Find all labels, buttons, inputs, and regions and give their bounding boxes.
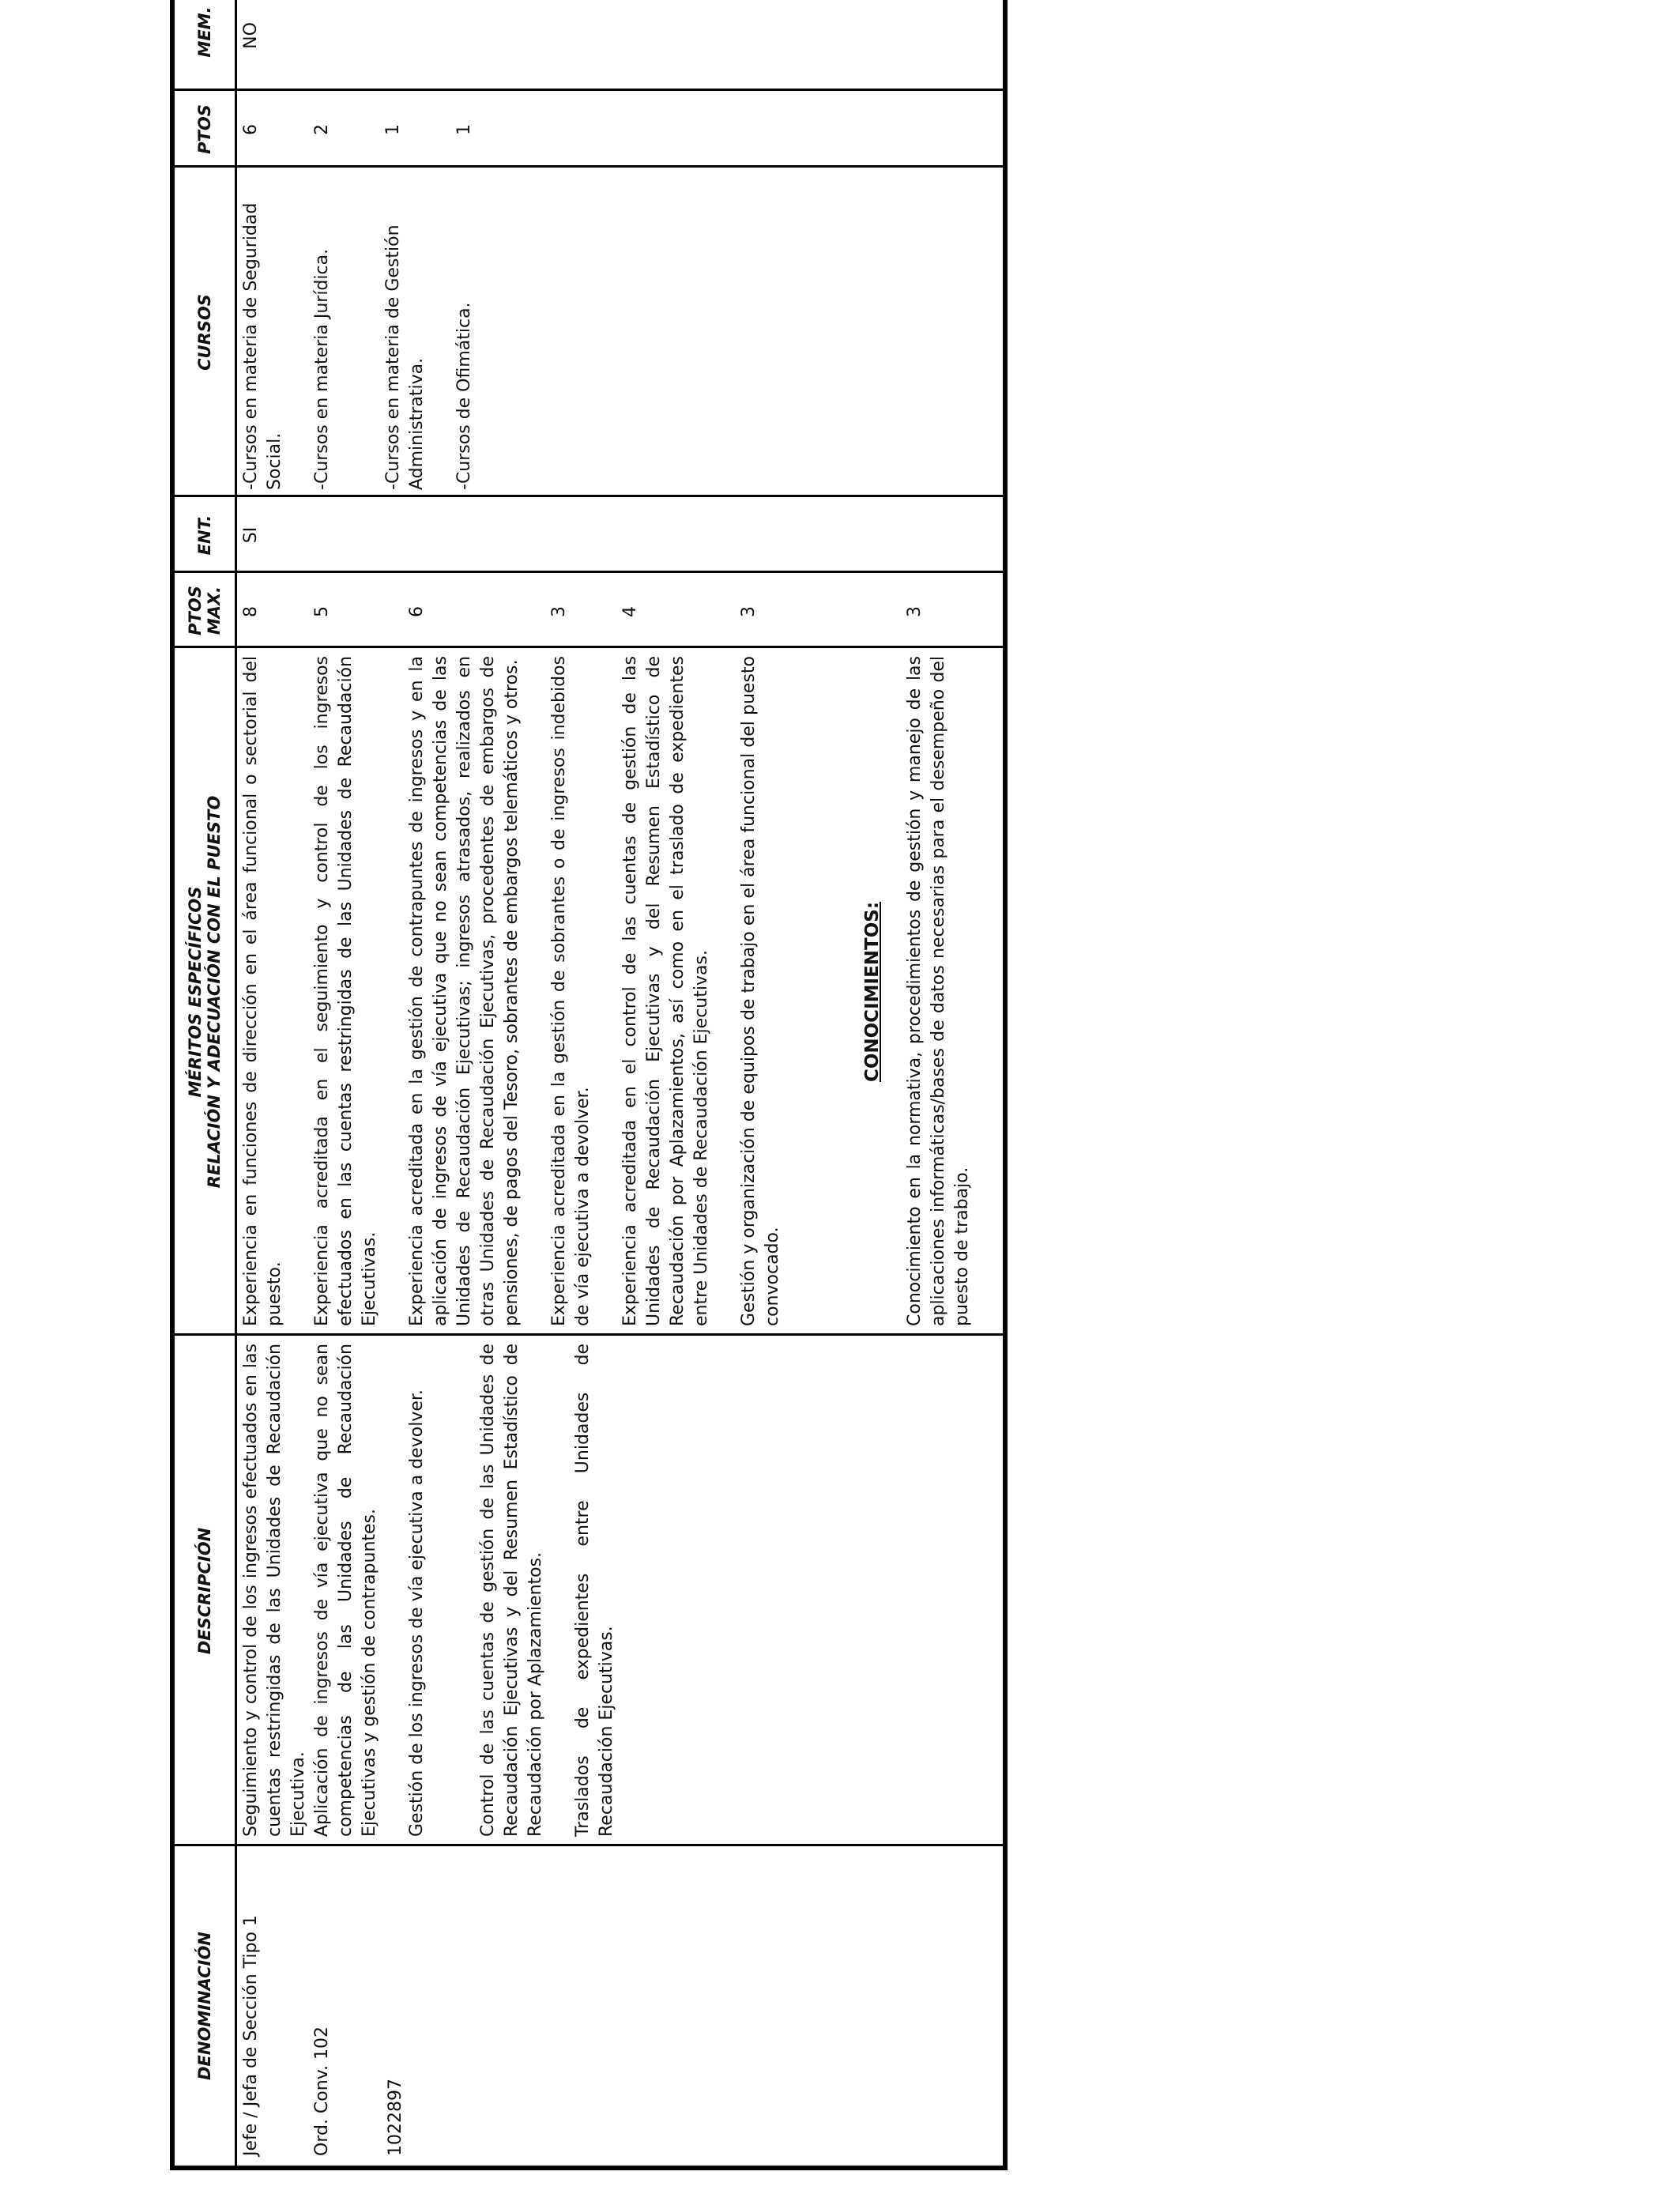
- ptos-max-value: 3: [905, 606, 925, 617]
- denominacion-title: Jefe / Jefa de Sección Tipo 1: [241, 1915, 261, 2156]
- descripcion-item: Aplicación de ingresos de vía ejecutiva que no sean competencias de las Unidades de Recaudación Ejecutivas y gestión de contrapuntes.: [312, 1344, 379, 1837]
- entrevista-value: SI: [241, 526, 261, 544]
- col-divider: [175, 571, 1003, 573]
- merito-item: Experiencia acreditada en el control de las cuentas de gestión de las Unidades de Recaudación Ejecutivas y del Resumen Estadístico de Recaudación por Aplazamientos, así como en el traslado de expedientes entre Unidades de Recaudación Ejecutivas.: [620, 656, 711, 1326]
- merito-item: Experiencia acreditada en la gestión de sobrantes o de ingresos indebidos de vía ejecutiva a devolver.: [549, 656, 593, 1326]
- descripcion-item: Seguimiento y control de los ingresos efectuados en las cuentas restringidas de las Unidades de Recaudación Ejecutiva.: [241, 1344, 308, 1837]
- curso-ptos-value: 1: [454, 124, 474, 135]
- curso-item: -Cursos en materia de Seguridad Social.: [241, 202, 284, 490]
- col-divider: [175, 165, 1003, 168]
- curso-item: -Cursos en materia Jurídica.: [312, 248, 332, 490]
- curso-item: -Cursos de Ofimática.: [454, 302, 474, 490]
- curso-ptos-value: 2: [312, 124, 332, 135]
- col-divider: [175, 89, 1003, 91]
- ptos-max-value: 3: [549, 606, 569, 617]
- ptos-max-value: 4: [620, 606, 640, 617]
- curso-item: -Cursos en materia de Gestión Administrativa.: [383, 224, 427, 490]
- header-meritos: MÉRITOS ESPECÍFICOS RELACIÓN Y ADECUACIÓN CON EL PUESTO: [186, 795, 224, 1189]
- denominacion-code: 1022897: [386, 2079, 405, 2156]
- merito-item: Experiencia acreditada en el seguimiento y control de los ingresos efectuados en las cuentas restringidas de las Unidades de Recaudación Ejecutivas.: [312, 656, 379, 1326]
- memoria-value: NO: [241, 22, 261, 49]
- header-mem: MEM.: [195, 6, 214, 58]
- conocimientos-text: Conocimiento en la normativa, procedimientos de gestión y manejo de las aplicaciones informáticas/bases de datos necesarias para el desempeño del puesto de trabajo.: [905, 656, 972, 1326]
- descripcion-item: Gestión de los ingresos de vía ejecutiva a devolver.: [407, 1389, 427, 1837]
- descripcion-item: Control de las cuentas de gestión de las Unidades de Recaudación Ejecutivas y del Resumen Estadístico de Recaudación por Aplazamientos.: [478, 1344, 545, 1837]
- ptos-max-value: 5: [312, 606, 332, 617]
- header-denominacion: DENOMINACIÓN: [195, 1932, 214, 2080]
- merito-item: Experiencia acreditada en la gestión de contrapuntes de ingresos y en la aplicación de ingresos de vía ejecutiva que no sean competencias de las Unidades de Recaudación Ejecutivas; ingresos atrasados, realizados en otras Unidades de Recaudación Ejecutivas, procedentes de embargos de pensiones, de pagos del Tesoro, sobrantes de embargos telemáticos y otros.: [407, 656, 522, 1326]
- header-cursos: CURSOS: [195, 294, 214, 371]
- header-ent: ENT.: [195, 515, 214, 556]
- col-divider: [175, 1844, 1003, 1846]
- header-ptos-max: PTOS MAX.: [186, 586, 224, 635]
- ptos-max-value: 6: [407, 606, 427, 617]
- denominacion-ord: Ord. Conv. 102: [312, 2026, 332, 2156]
- curso-ptos-value: 1: [383, 124, 403, 135]
- conocimientos-title: CONOCIMIENTOS:: [862, 901, 883, 1083]
- header-ptos: PTOS: [195, 104, 214, 154]
- ptos-max-value: 3: [739, 606, 759, 617]
- merito-item: Gestión y organización de equipos de trabajo en el área funcional del puesto convocado.: [739, 656, 782, 1326]
- descripcion-item: Traslados de expedientes entre Unidades de Recaudación Ejecutivas.: [573, 1344, 616, 1837]
- merits-table: [170, 0, 1008, 2170]
- ptos-max-value: 8: [241, 606, 261, 617]
- merito-item: Experiencia en funciones de dirección en el área funcional o sectorial del puesto.: [241, 656, 284, 1326]
- col-divider: [175, 495, 1003, 497]
- header-descripcion: DESCRIPCIÓN: [195, 1527, 214, 1655]
- curso-ptos-value: 6: [241, 124, 261, 135]
